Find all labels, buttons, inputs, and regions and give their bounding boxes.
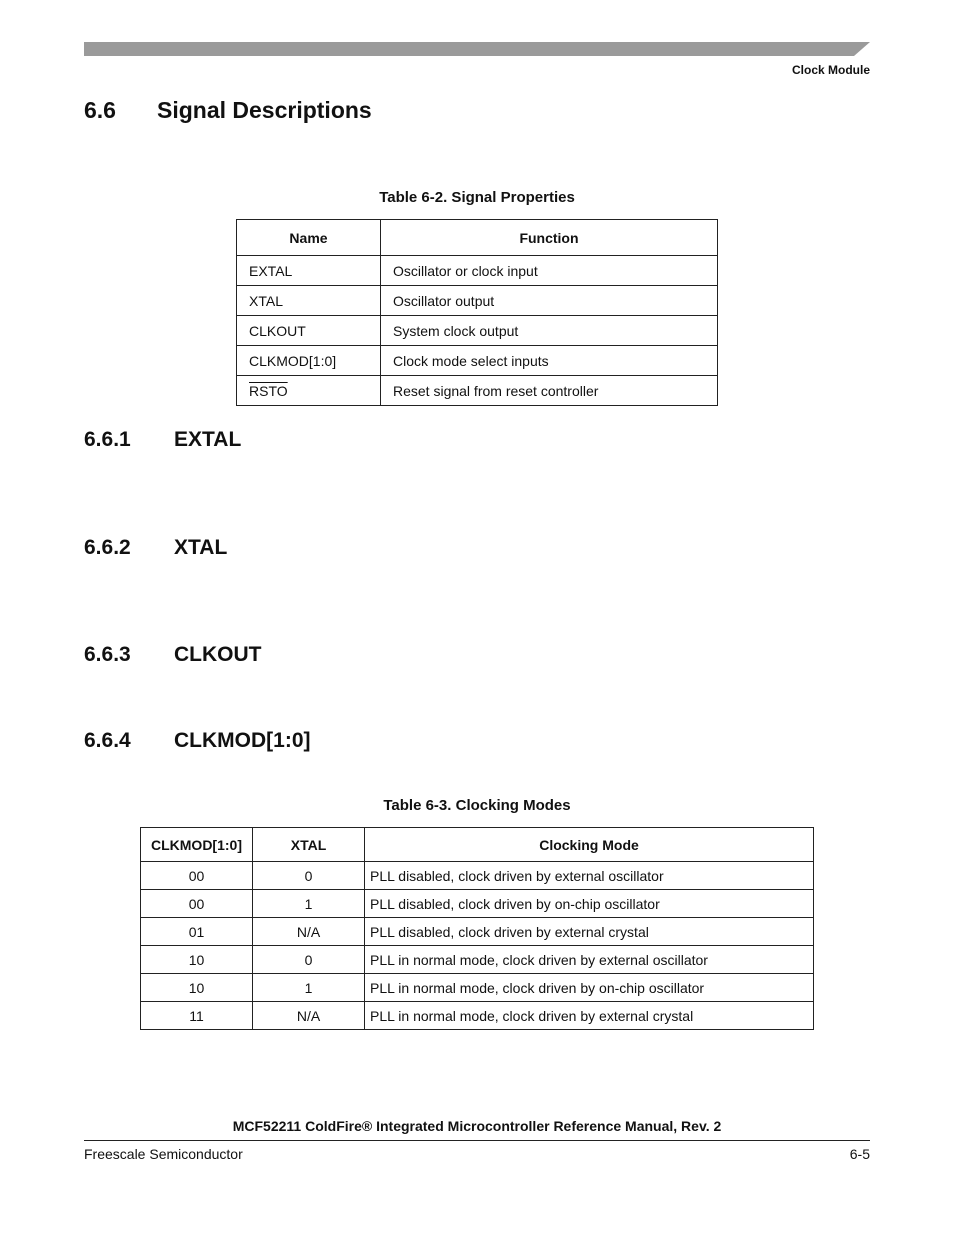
clocking-mode: PLL in normal mode, clock driven by external oscillator [365, 946, 814, 974]
column-header: CLKMOD[1:0] [141, 828, 253, 862]
section-title: Signal Descriptions [157, 97, 372, 123]
xtal-value: N/A [253, 918, 365, 946]
signal-name: XTAL [237, 286, 381, 316]
footer-manual-title: MCF52211 ColdFire® Integrated Microcontroller Reference Manual, Rev. 2 [232, 1118, 722, 1134]
signal-name [237, 376, 381, 406]
table-caption-signal-properties: Table 6-2. Signal Properties [379, 189, 575, 206]
signal-name: EXTAL [237, 256, 381, 286]
subsection-title: CLKMOD[1:0] [174, 729, 311, 752]
subsection-heading-xtal [84, 536, 227, 560]
table-row [141, 862, 814, 890]
signal-function: Reset signal from reset controller [381, 376, 718, 406]
clocking-mode: PLL disabled, clock driven by external oscillator [365, 862, 814, 890]
clocking-mode: PLL disabled, clock driven by on-chip oscillator [365, 890, 814, 918]
subsection-heading-extal [84, 428, 241, 452]
signal-properties-table [236, 219, 718, 406]
signal-function: System clock output [381, 316, 718, 346]
signal-name: CLKMOD[1:0] [237, 346, 381, 376]
table-header-row [237, 220, 718, 256]
subsection-title: EXTAL [174, 428, 242, 451]
signal-function: Clock mode select inputs [381, 346, 718, 376]
table-row [141, 974, 814, 1002]
xtal-value: N/A [253, 1002, 365, 1030]
table-row [237, 256, 718, 286]
table-caption-clocking-modes: Table 6-3. Clocking Modes [383, 797, 571, 814]
subsection-title: CLKOUT [174, 643, 262, 666]
signal-name: CLKOUT [237, 316, 381, 346]
clkmod-value: 10 [141, 974, 253, 1002]
column-header: Name [237, 220, 381, 256]
subsection-number: 6.6.4 [84, 729, 131, 752]
header-bar [84, 42, 870, 56]
subsection-title: XTAL [174, 536, 228, 559]
table-row [141, 890, 814, 918]
clkmod-value: 00 [141, 862, 253, 890]
clocking-modes-table [140, 827, 814, 1030]
clkmod-value: 01 [141, 918, 253, 946]
clkmod-value: 10 [141, 946, 253, 974]
subsection-number: 6.6.3 [84, 643, 131, 666]
subsection-number: 6.6.1 [84, 428, 131, 451]
subsection-heading-clkmod [84, 729, 311, 753]
table-row [141, 1002, 814, 1030]
clkmod-value: 00 [141, 890, 253, 918]
xtal-value: 0 [253, 946, 365, 974]
table-row [141, 946, 814, 974]
signal-function: Oscillator output [381, 286, 718, 316]
section-heading [84, 97, 372, 124]
footer-divider [84, 1140, 870, 1141]
clocking-mode: PLL in normal mode, clock driven by external crystal [365, 1002, 814, 1030]
xtal-value: 1 [253, 890, 365, 918]
running-header: Clock Module [791, 63, 870, 77]
table-row [141, 918, 814, 946]
signal-name-overbar: RSTO [249, 382, 288, 399]
xtal-value: 1 [253, 974, 365, 1002]
clkmod-value: 11 [141, 1002, 253, 1030]
table-row [237, 286, 718, 316]
signal-function: Oscillator or clock input [381, 256, 718, 286]
table-header-row [141, 828, 814, 862]
table-row [237, 346, 718, 376]
column-header: Clocking Mode [365, 828, 814, 862]
xtal-value: 0 [253, 862, 365, 890]
clocking-mode: PLL in normal mode, clock driven by on-chip oscillator [365, 974, 814, 1002]
column-header: XTAL [253, 828, 365, 862]
footer-page-number: 6-5 [849, 1146, 870, 1162]
column-header: Function [381, 220, 718, 256]
section-number: 6.6 [84, 97, 116, 123]
clocking-mode: PLL disabled, clock driven by external crystal [365, 918, 814, 946]
subsection-heading-clkout [84, 643, 262, 667]
table-row [237, 316, 718, 346]
subsection-number: 6.6.2 [84, 536, 131, 559]
footer-company: Freescale Semiconductor [84, 1146, 243, 1162]
table-row [237, 376, 718, 406]
